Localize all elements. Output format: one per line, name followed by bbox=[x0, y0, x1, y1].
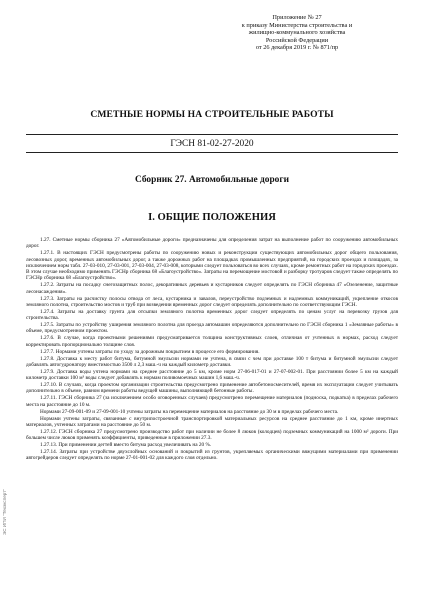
paragraph: 1.27.11. ГЭСН сборника 27 (за исключением особо оговоренных случаев) предусмотрено перемещение материалов (подноска, подкатка) в пределах рабочего места на расстояние до 10 м. bbox=[26, 395, 398, 408]
paragraph: 1.27.7. Нормами учтены затраты по уходу за дорожным покрытием в процессе его формирования. bbox=[40, 348, 260, 355]
paragraph: 1.27.3. Затраты на расчистку полосы отвода от леса, кустарника и завалов, переустройство подземных и надземных коммуникаций, укрепление откосов земляного полотна, строительство мостов и труб при возведении временных дорог следует определять дополнительно по соответствующим ГЭСН. bbox=[26, 295, 398, 308]
annex-line: жилищно-коммунального хозяйства bbox=[248, 29, 346, 37]
section-title: I. ОБЩИЕ ПОЛОЖЕНИЯ bbox=[148, 212, 276, 223]
collection-title: Сборник 27. Автомобильные дороги bbox=[134, 175, 290, 185]
divider-top bbox=[26, 134, 398, 135]
annex-line: Приложение № 27 bbox=[272, 14, 322, 21]
page-title: СМЕТНЫЕ НОРМЫ НА СТРОИТЕЛЬНЫЕ РАБОТЫ bbox=[90, 109, 334, 120]
annex-line: Российской Федерации bbox=[265, 36, 329, 44]
paragraph: 1.27.5. Затраты по устройству уширения земляного полотна для проезда автомашин определяются дополнительно по ГЭСН сборника 1 «Земляные работы» в объеме, предусмотренном проектом. bbox=[26, 322, 398, 335]
paragraph: 1.27.14. Затраты при устройстве двухслойных оснований и покрытий из грунтов, укрепляемых органическими вяжущими материалами при применении автогрейдеров следует определять по норме 27-01-001-02 для каждого слоя отдельно. bbox=[26, 449, 398, 462]
annex-line: от 26 декабря 2019 г. № 871/пр bbox=[255, 44, 339, 52]
annex-line: к приказу Министерства строительства и bbox=[241, 21, 353, 29]
paragraph: 1.27.10. В случаях, когда проектом организации строительства предусмотрено применение автобетоносмесителей, время их эксплуатации следует учитывать дополнительно в объеме, равном времени работы ведущей машины, выполняющей бетонные работы. bbox=[26, 382, 398, 395]
annex-reference bbox=[212, 14, 382, 52]
publisher-stamp: ЭС ИПИ "Техэксперт" bbox=[2, 489, 7, 535]
paragraph: Нормами учтены затраты, связанные с внутрипостроечной транспортировкой материальных ресурсов на среднее расстояние до 1 км, кроме инертных материалов, учтенных затратами на расстояние до 50 м. bbox=[26, 415, 398, 428]
paragraph: 1.27. Сметные нормы сборника 27 «Автомобильные дороги» предназначены для определения затрат на выполнение работ по сооружению автомобильных дорог. bbox=[26, 237, 398, 250]
paragraph: 1.27.8. Доставка к месту работ битума, битумной эмульсии нормами не учтена, в связи с чем при доставке 100 т битума и битумной эмульсии следует добавлять автогудронатору вместимостью 3500 л 2,3 маш.-ч на каждый километр доставки. bbox=[26, 355, 398, 368]
paragraph: 1.27.1. В настоящих ГЭСН предусмотрены работы по сооружению новых и реконструкции существующих автомобильных дорог общего пользования, лесовозных дорог, временных автомобильных дорог, а также дорожных работ на площадках промышленных предприятий, на городских проездах и площадях, за исключением норм табл. 27-03-010, 27-03-001, 27-03-004, 27-03-008, которыми следует пользоваться во всех случаях, кроме ремонтных работ на городских проездах. В этом случае необходимо применять ГЭСНр сборника 68 «Благоустройство». Затраты на перемощение мостовой и разборку тротуаров следует также определять по ГЭСНр сборника 68 «Благоустройство». bbox=[26, 250, 398, 282]
paragraph: 1.27.6. В случае, когда проектными решениями предусматривается толщина конструктивных слоев, отличная от учтенных в нормах, расход следует корректировать пропорционально толщине слоя. bbox=[26, 335, 398, 348]
paragraph: 1.27.13. При применении дегтей вместо битума расход увеличивать на 20 %. bbox=[40, 442, 212, 449]
divider-bottom bbox=[26, 152, 398, 153]
document-body bbox=[26, 237, 398, 462]
paragraph: Нормами 27-09-001-09 и 27-09-001-10 учтены затраты на перемещение материалов на расстояние до 30 м в пределах рабочего места. bbox=[40, 408, 339, 415]
paragraph: 1.27.12. ГЭСН сборника 27 предусмотрено производство работ при наличии не более 8 люков (колодцев) подземных коммуникаций на 1000 м² дороги. При большем числе люков применять коэффициенты, приведенные в приложении 27.3. bbox=[26, 428, 398, 442]
paragraph: 1.27.4. Затраты на доставку грунта для отсыпки земляного полотна временных дорог следует определять по ценам услуг на перевозку грузов для строительства. bbox=[26, 308, 398, 322]
paragraph: 1.27.2. Затраты на посадку снегозащитных полос, декоративных деревьев и кустарников следует определять по ГЭСН сборника 47 «Озеленение, защитные лесонасаждения». bbox=[26, 282, 398, 295]
norm-code: ГЭСН 81-02-27-2020 bbox=[170, 139, 254, 149]
paragraph: 1.27.9. Доставка воды учтена нормами на среднее расстояние до 5 км, кроме норм 27-06-017-01 и 27-07-002-01. При расстоянии более 5 км на каждый километр доставки 100 м³ воды следует добавлять к нормам поливомоечных машин 1,6 маш.-ч. bbox=[26, 368, 398, 382]
